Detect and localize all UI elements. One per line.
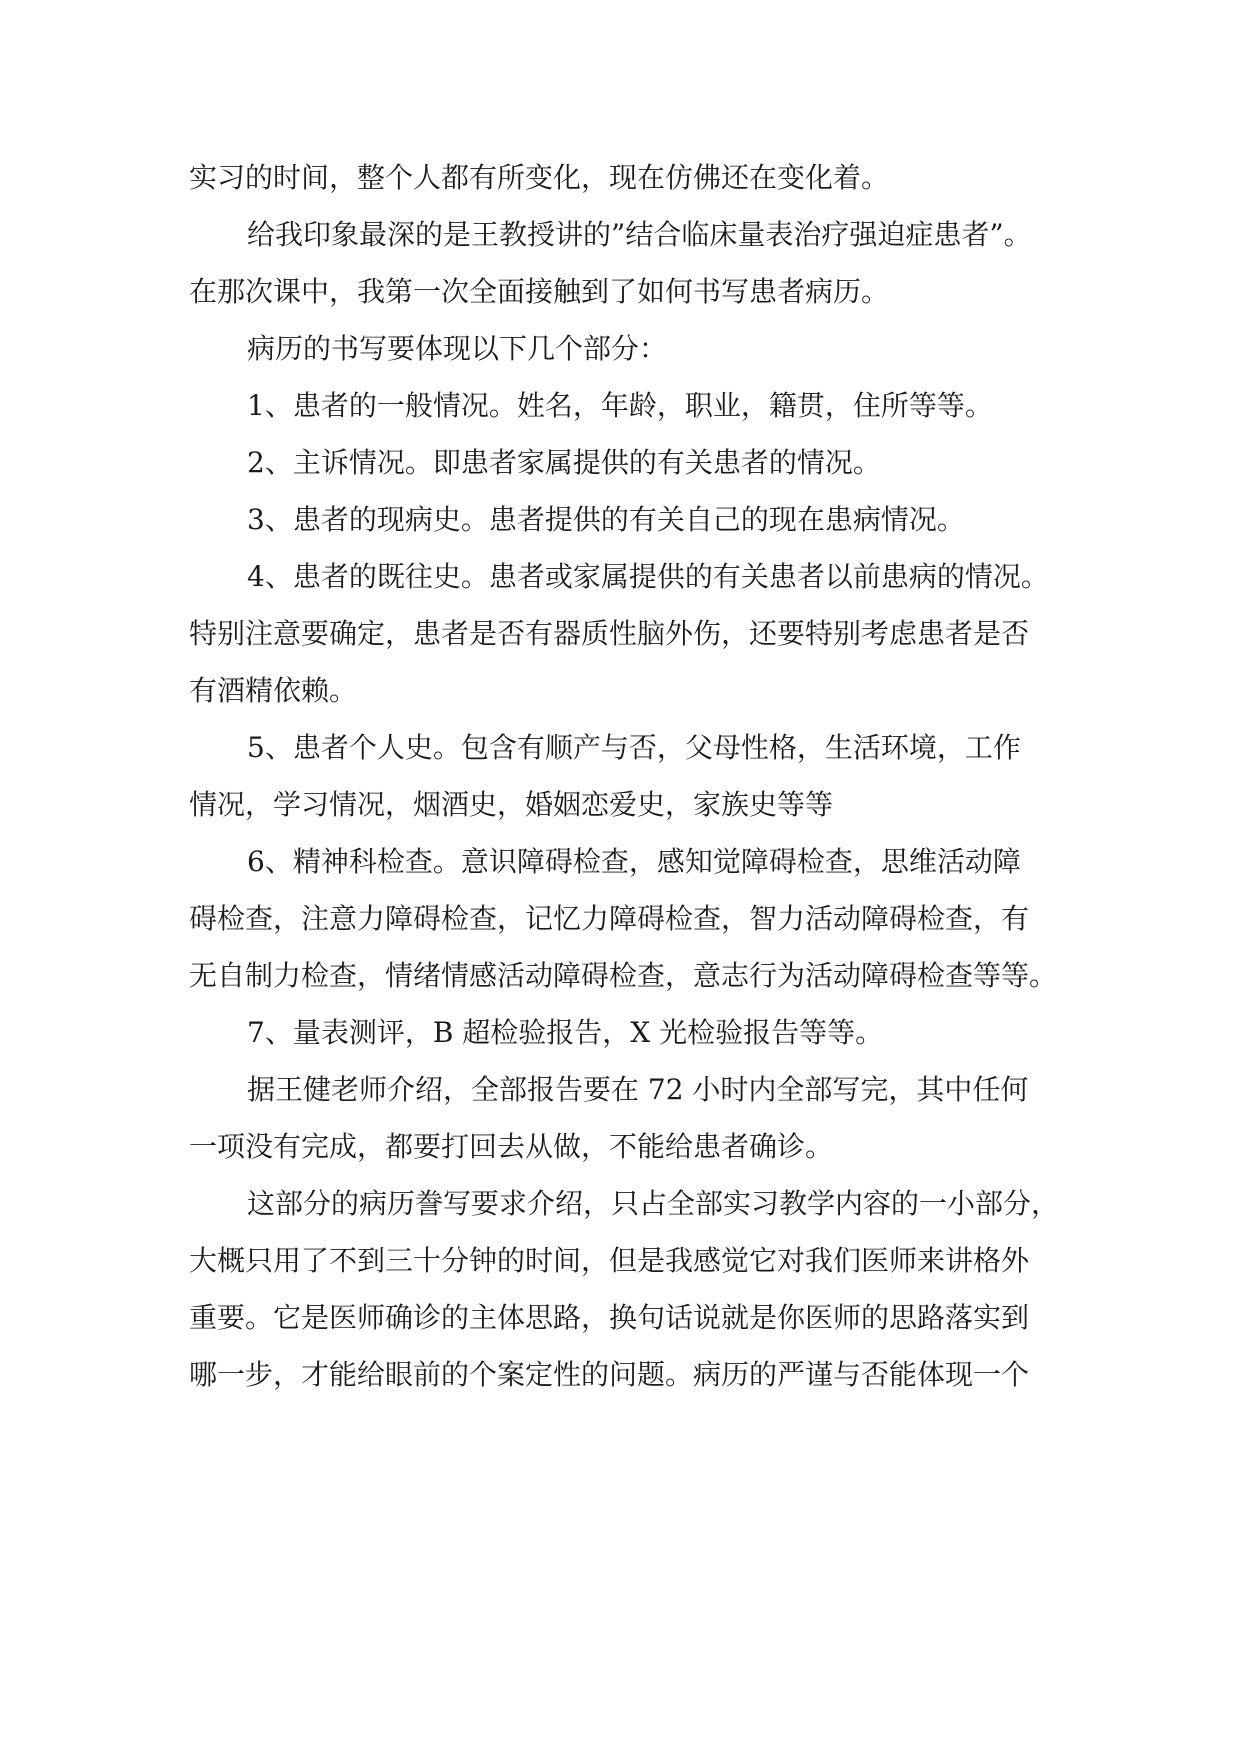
text-line: 1、患者的一般情况。姓名，年龄，职业，籍贯，住所等等。 (247, 389, 993, 422)
text-line: 4、患者的既往史。患者或家属提供的有关患者以前患病的情况。 (247, 560, 1049, 593)
text-line: 病历的书写要体现以下几个部分： (247, 332, 668, 365)
text-line: 3、患者的现病史。患者提供的有关自己的现在患病情况。 (247, 503, 965, 536)
text-line: 给我印象最深的是王教授讲的”结合临床量表治疗强迫症患者”。 (247, 218, 1032, 251)
text-line: 重要。它是医师确诊的主体思路，换句话说就是你医师的思路落实到 (189, 1301, 1030, 1334)
text-line: 据王健老师介绍，全部报告要在 72 小时内全部写完，其中任何 (247, 1073, 1029, 1106)
text-line: 5、患者个人史。包含有顺产与否，父母性格，生活环境，工作 (247, 731, 1021, 764)
text-line: 6、精神科检查。意识障碍检查，感知觉障碍检查，思维活动障 (247, 845, 1021, 878)
text-line: 无自制力检查，情绪情感活动障碍检查，意志行为活动障碍检查等等。 (189, 959, 1058, 992)
text-line: 这部分的病历誊写要求介绍，只占全部实习教学内容的一小部分， (247, 1187, 1060, 1220)
text-line: 实习的时间，整个人都有所变化，现在仿佛还在变化着。 (189, 161, 890, 194)
text-line: 7、量表测评，B 超检验报告，X 光检验报告等等。 (247, 1016, 884, 1049)
text-line: 碍检查，注意力障碍检查，记忆力障碍检查，智力活动障碍检查，有 (189, 902, 1030, 935)
text-line: 有酒精依赖。 (189, 674, 358, 707)
text-line: 在那次课中，我第一次全面接触到了如何书写患者病历。 (189, 275, 890, 308)
text-line: 一项没有完成，都要打回去从做，不能给患者确诊。 (189, 1130, 834, 1163)
text-line: 情况，学习情况，烟酒史，婚姻恋爱史，家族史等等 (189, 788, 834, 821)
text-line: 哪一步，才能给眼前的个案定性的问题。病历的严谨与否能体现一个 (189, 1358, 1030, 1391)
text-line: 2、主诉情况。即患者家属提供的有关患者的情况。 (247, 446, 881, 479)
text-line: 大概只用了不到三十分钟的时间，但是我感觉它对我们医师来讲格外 (189, 1244, 1030, 1277)
text-line: 特别注意要确定，患者是否有器质性脑外伤，还要特别考虑患者是否 (189, 617, 1030, 650)
